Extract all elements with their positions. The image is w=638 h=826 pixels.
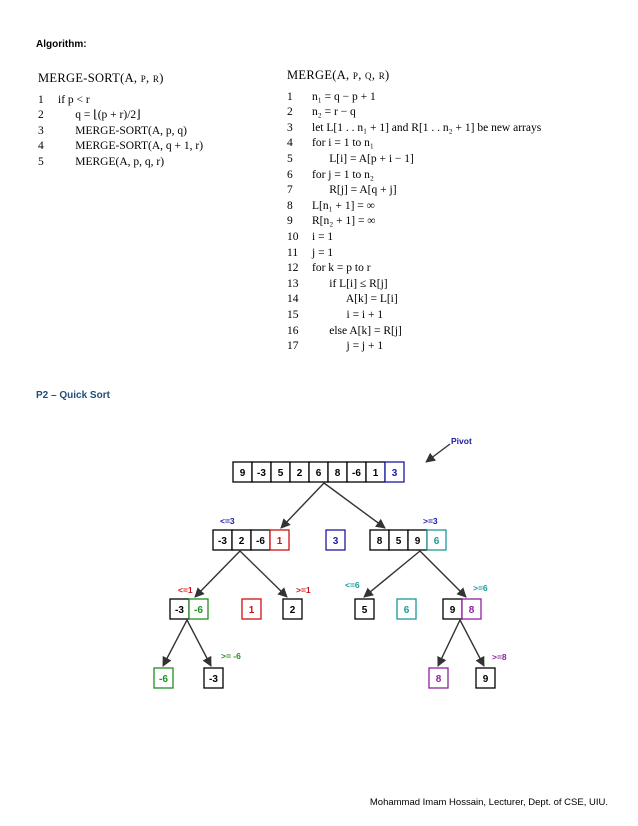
l3-b-label: >= -6 xyxy=(221,651,241,661)
line-code: R[n₂ + 1] = ∞ xyxy=(312,215,376,228)
l3-b-value: -3 xyxy=(209,674,218,685)
l1-right-cell-value: 8 xyxy=(376,536,383,547)
line-number: 10 xyxy=(287,230,299,243)
line-number: 3 xyxy=(38,124,44,137)
merge-line xyxy=(287,246,541,262)
merge-line xyxy=(287,121,541,137)
merge-line xyxy=(287,199,541,215)
merge-sort-line xyxy=(38,108,203,124)
l1-left-cell-value: 2 xyxy=(238,536,245,547)
line-code: j = j + 1 xyxy=(312,340,384,353)
l2-f-cell-value: 8 xyxy=(468,605,475,616)
edge-l2f-d xyxy=(460,620,484,666)
line-number: 13 xyxy=(287,277,299,290)
l2-b-value: 1 xyxy=(248,605,255,616)
l1-left-label: <=3 xyxy=(220,516,235,526)
edge-l1right-d xyxy=(364,551,420,597)
line-code: for k = p to r xyxy=(312,262,371,275)
merge-line xyxy=(287,136,541,152)
l2-f-cell-value: 9 xyxy=(449,605,456,616)
line-number: 8 xyxy=(287,199,293,212)
line-number: 9 xyxy=(287,215,293,228)
root-cell-value: 3 xyxy=(391,468,398,479)
line-number: 7 xyxy=(287,184,293,197)
l2-c-value: 2 xyxy=(289,605,296,616)
l3-a-value: -6 xyxy=(159,674,168,685)
merge-line xyxy=(287,152,541,168)
line-code: n₂ = r − q xyxy=(312,106,356,119)
merge-line xyxy=(287,308,541,324)
line-code: L[i] = A[p + i − 1] xyxy=(312,152,414,165)
line-number: 2 xyxy=(38,109,44,122)
line-number: 12 xyxy=(287,262,299,275)
merge-line xyxy=(287,261,541,277)
merge-sort-line xyxy=(38,139,203,155)
edge-l2f-c xyxy=(438,620,460,666)
edge-l1left-a xyxy=(195,551,240,597)
edge-l1left-c xyxy=(240,551,287,597)
merge-line xyxy=(287,105,541,121)
line-number: 4 xyxy=(287,137,293,150)
quick-sort-heading: P2 – Quick Sort xyxy=(36,390,110,401)
merge-line xyxy=(287,230,541,246)
line-number: 1 xyxy=(38,93,44,106)
l3-c-value: 8 xyxy=(435,674,442,685)
line-number: 4 xyxy=(38,140,44,153)
line-code: if L[i] ≤ R[j] xyxy=(312,277,388,290)
l1-right-cell-value: 9 xyxy=(414,536,421,547)
l2-d-value: 5 xyxy=(361,605,368,616)
line-code: j = 1 xyxy=(312,246,334,259)
merge-sort-pseudocode xyxy=(38,71,203,171)
line-code: MERGE-SORT(A, p, q) xyxy=(58,124,187,137)
l1-right-label: >=3 xyxy=(423,516,438,526)
merge-line xyxy=(287,292,541,308)
edge-l1right-f xyxy=(420,551,466,597)
root-cell-value: -6 xyxy=(352,468,361,479)
line-code: if p < r xyxy=(58,93,90,106)
l1-right-cell-value: 5 xyxy=(395,536,402,547)
line-code: MERGE(A, p, q, r) xyxy=(58,155,165,168)
l1-pivot-value: 3 xyxy=(332,536,339,547)
l2-d-label: <=6 xyxy=(345,580,360,590)
line-number: 3 xyxy=(287,121,293,134)
line-number: 15 xyxy=(287,308,299,321)
line-code: let L[1 . . n₁ + 1] and R[1 . . n₂ + 1] be new arrays xyxy=(312,121,542,134)
l2-a-label: <=1 xyxy=(178,585,193,595)
l1-left-cell-value: 1 xyxy=(276,536,283,547)
line-number: 2 xyxy=(287,106,293,119)
line-code: i = i + 1 xyxy=(312,308,384,321)
l2-f-label: >=6 xyxy=(473,583,488,593)
root-cell-value: 9 xyxy=(239,468,246,479)
line-code: i = 1 xyxy=(312,230,334,243)
l1-left-cell-value: -3 xyxy=(218,536,227,547)
merge-line xyxy=(287,90,541,106)
merge-sort-line xyxy=(38,93,203,109)
l2-a-cell-value: -3 xyxy=(175,605,184,616)
line-code: else A[k] = R[j] xyxy=(312,324,402,337)
line-code: q = ⌊(p + r)/2⌋ xyxy=(58,109,141,122)
l1-right-cell-value: 6 xyxy=(433,536,440,547)
edge-l2a-b xyxy=(187,620,211,666)
root-cell-value: 8 xyxy=(334,468,341,479)
line-number: 16 xyxy=(287,324,299,337)
line-code: R[j] = A[q + j] xyxy=(312,184,397,197)
merge-sort-line xyxy=(38,124,203,140)
line-number: 5 xyxy=(287,152,293,165)
root-cell-value: 2 xyxy=(296,468,303,479)
line-number: 1 xyxy=(287,90,293,103)
root-cell-value: 1 xyxy=(372,468,379,479)
edge-root-left xyxy=(281,483,324,528)
pivot-pointer-arrow xyxy=(426,444,450,462)
l2-e-value: 6 xyxy=(403,605,410,616)
line-number: 6 xyxy=(287,168,293,181)
line-code: n₁ = q − p + 1 xyxy=(312,90,376,103)
line-number: 11 xyxy=(287,246,299,259)
root-cell-value: 6 xyxy=(315,468,322,479)
line-number: 5 xyxy=(38,155,44,168)
quick-sort-diagram xyxy=(0,420,638,710)
merge-line xyxy=(287,339,541,355)
merge-line xyxy=(287,214,541,230)
line-number: 14 xyxy=(287,293,299,306)
l1-left-cell-value: -6 xyxy=(256,536,265,547)
merge-sort-line xyxy=(38,155,203,171)
footer-credit: Mohammad Imam Hossain, Lecturer, Dept. of CSE, UIU. xyxy=(369,797,608,808)
l2-a-cell-value: -6 xyxy=(194,605,203,616)
algorithm-heading: Algorithm: xyxy=(36,39,87,50)
l3-d-label: >=8 xyxy=(492,652,507,662)
line-code: MERGE-SORT(A, q + 1, r) xyxy=(58,140,204,153)
merge-line xyxy=(287,183,541,199)
pivot-label: Pivot xyxy=(451,436,472,446)
merge-title: MERGE(A, p, q, r) xyxy=(287,68,390,82)
merge-sort-title: MERGE-SORT(A, p, r) xyxy=(38,71,164,85)
l3-d-value: 9 xyxy=(482,674,489,685)
line-number: 17 xyxy=(287,340,299,353)
merge-line xyxy=(287,168,541,184)
edge-root-right xyxy=(324,483,385,528)
merge-line xyxy=(287,277,541,293)
root-cell-value: 5 xyxy=(277,468,284,479)
line-code: for j = 1 to n₂ xyxy=(312,168,374,181)
edge-l2a-a xyxy=(163,620,187,666)
merge-pseudocode xyxy=(287,68,541,355)
l2-c-label: >=1 xyxy=(296,585,311,595)
line-code: for i = 1 to n₁ xyxy=(312,137,374,150)
root-cell-value: -3 xyxy=(257,468,266,479)
line-code: A[k] = L[i] xyxy=(312,293,398,306)
merge-line xyxy=(287,324,541,340)
line-code: L[n₁ + 1] = ∞ xyxy=(312,199,375,212)
